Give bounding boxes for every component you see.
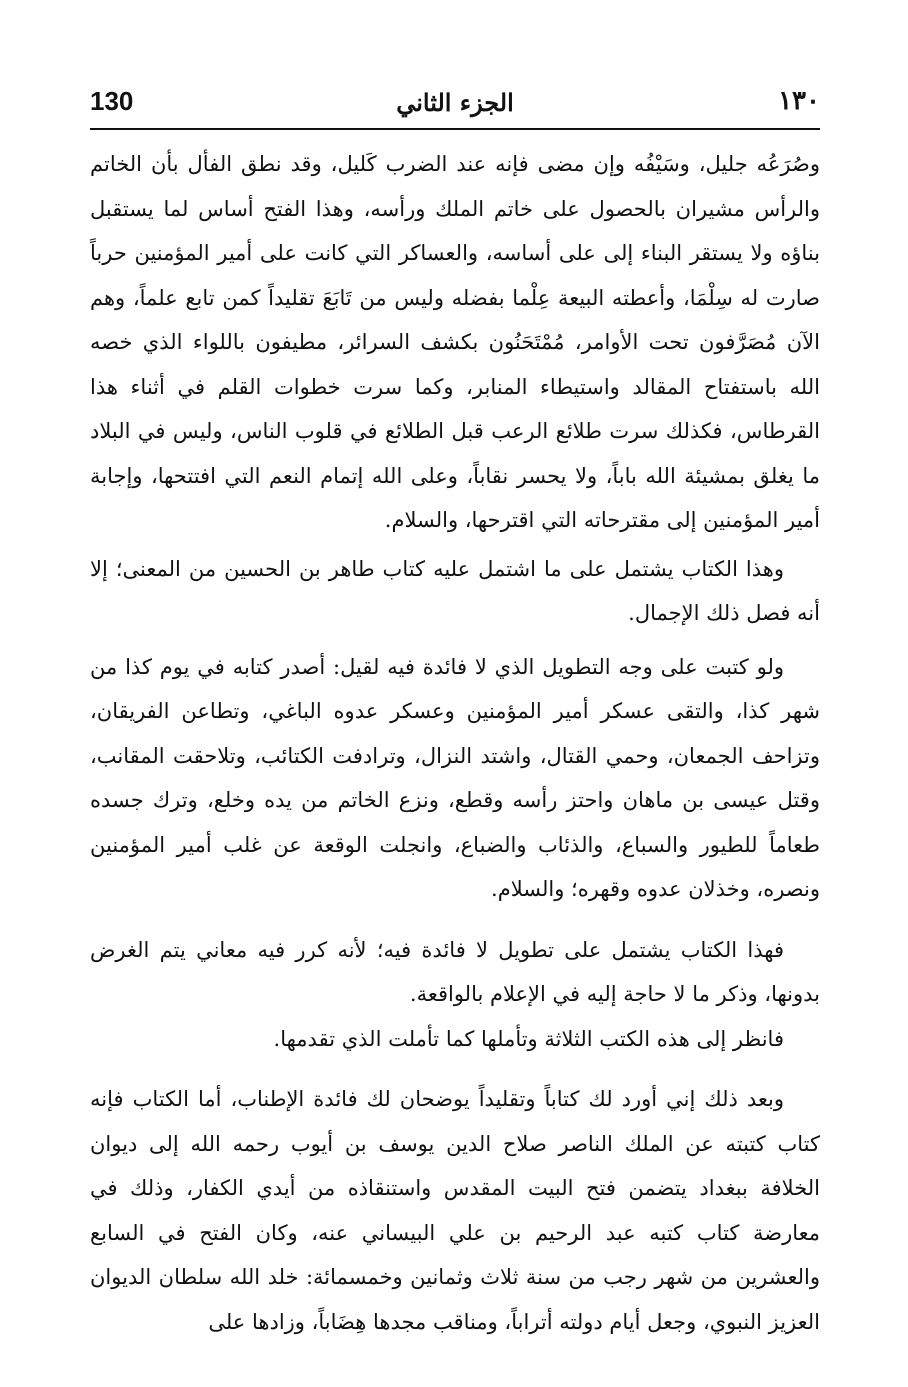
page-number-arabic: ١٣٠ — [778, 86, 820, 116]
paragraph: وبعد ذلك إني أورد لك كتاباً وتقليداً يوضحان لك فائدة الإطناب، أما الكتاب فإنه كتاب كتبته عن الملك الناصر صلاح الدين يوسف بن أيوب رحمه الله إلى ديوان الخلافة ببغداد يتضمن فتح البيت المقدس واستنقاذه من أيدي الكفار، وذلك في معارضة كتاب كتبه عبد الرحيم بن علي البيساني عنه، وكان الفتح في السابع والعشرين من شهر رجب من سنة ثلاث وثمانين وخمسمائة: خلد الله سلطان الديوان العزيز النبوي، وجعل أيام دولته أتراباً، ومناقب مجدها هِضَاباً، وزادها على — [90, 1087, 820, 1334]
paragraph: ولو كتبت على وجه التطويل الذي لا فائدة فيه لقيل: أصدر كتابه في يوم كذا من شهر كذا، والتقى عسكر أمير المؤمنين وعسكر عدوه الباغي، وتطاعن الفريقان، وتزاحف الجمعان، وحمي القتال، واشتد النزال، وترادفت الكتائب، وتلاحقت المقانب، وقتل عيسى بن ماهان واحتز رأسه وقطع، ونزع الخاتم من يده وخلع، وترك جسده طعاماً للطيور والسباع، والذئاب والضباع، وانجلت الوقعة عن غلب أمير المؤمنين ونصره، وخذلان عدوه وقهره؛ والسلام. — [90, 654, 820, 901]
header-rule — [90, 128, 820, 130]
paragraph-continuation: وصُرَعُه جليل، وسَيْفُه وإن مضى فإنه عند الضرب كَليل، وقد نطق الفأل بأن الخاتم والرأس مشيران بالحصول على خاتم الملك ورأسه، وهذا الفتح أساس لما يستقبل بناؤه ولا يستقر البناء إلى على أساسه، والعساكر التي كانت على أمير المؤمنين حرباً صارت له سِلْمَا، وأعطته البيعة عِلْما بفضله وليس من تَابَعَ تقليداً كمن تابع علماً، وهم الآن مُصَرَّفون تحت الأوامر، مُمْتَحَنُون بكشف السرائر، مطيفون باللواء الذي خصه الله باستفتاح المقالد واستيطاء المنابر، وكما سرت خطوات القلم في أثناء هذا القرطاس، فكذلك سرت طلائع الرعب قبل الطلائع في قلوب الناس، وليس في البلاد ما يغلق بمشيئة الله باباً، ولا يحسر نقاباً، وعلى الله إتمام النعم التي افتتحها، وإجابة أمير المؤمنين إلى مقترحاته التي اقترحها، والسلام. — [90, 152, 820, 532]
paragraph: فانظر إلى هذه الكتب الثلاثة وتأملها كما تأملت الذي تقدمها. — [273, 1026, 784, 1051]
page-body — [90, 142, 820, 1344]
paragraph: وهذا الكتاب يشتمل على ما اشتمل عليه كتاب طاهر بن الحسين من المعنى؛ إلا أنه فصل ذلك الإجمال. — [90, 556, 820, 625]
running-header — [90, 84, 820, 124]
page-number-latin: 130 — [90, 86, 134, 116]
running-title: الجزء الثاني — [396, 88, 514, 117]
paragraph: فهذا الكتاب يشتمل على تطويل لا فائدة فيه؛ لأنه كرر فيه معاني يتم الغرض بدونها، وذكر ما لا حاجة إليه في الإعلام بالواقعة. — [90, 937, 820, 1006]
